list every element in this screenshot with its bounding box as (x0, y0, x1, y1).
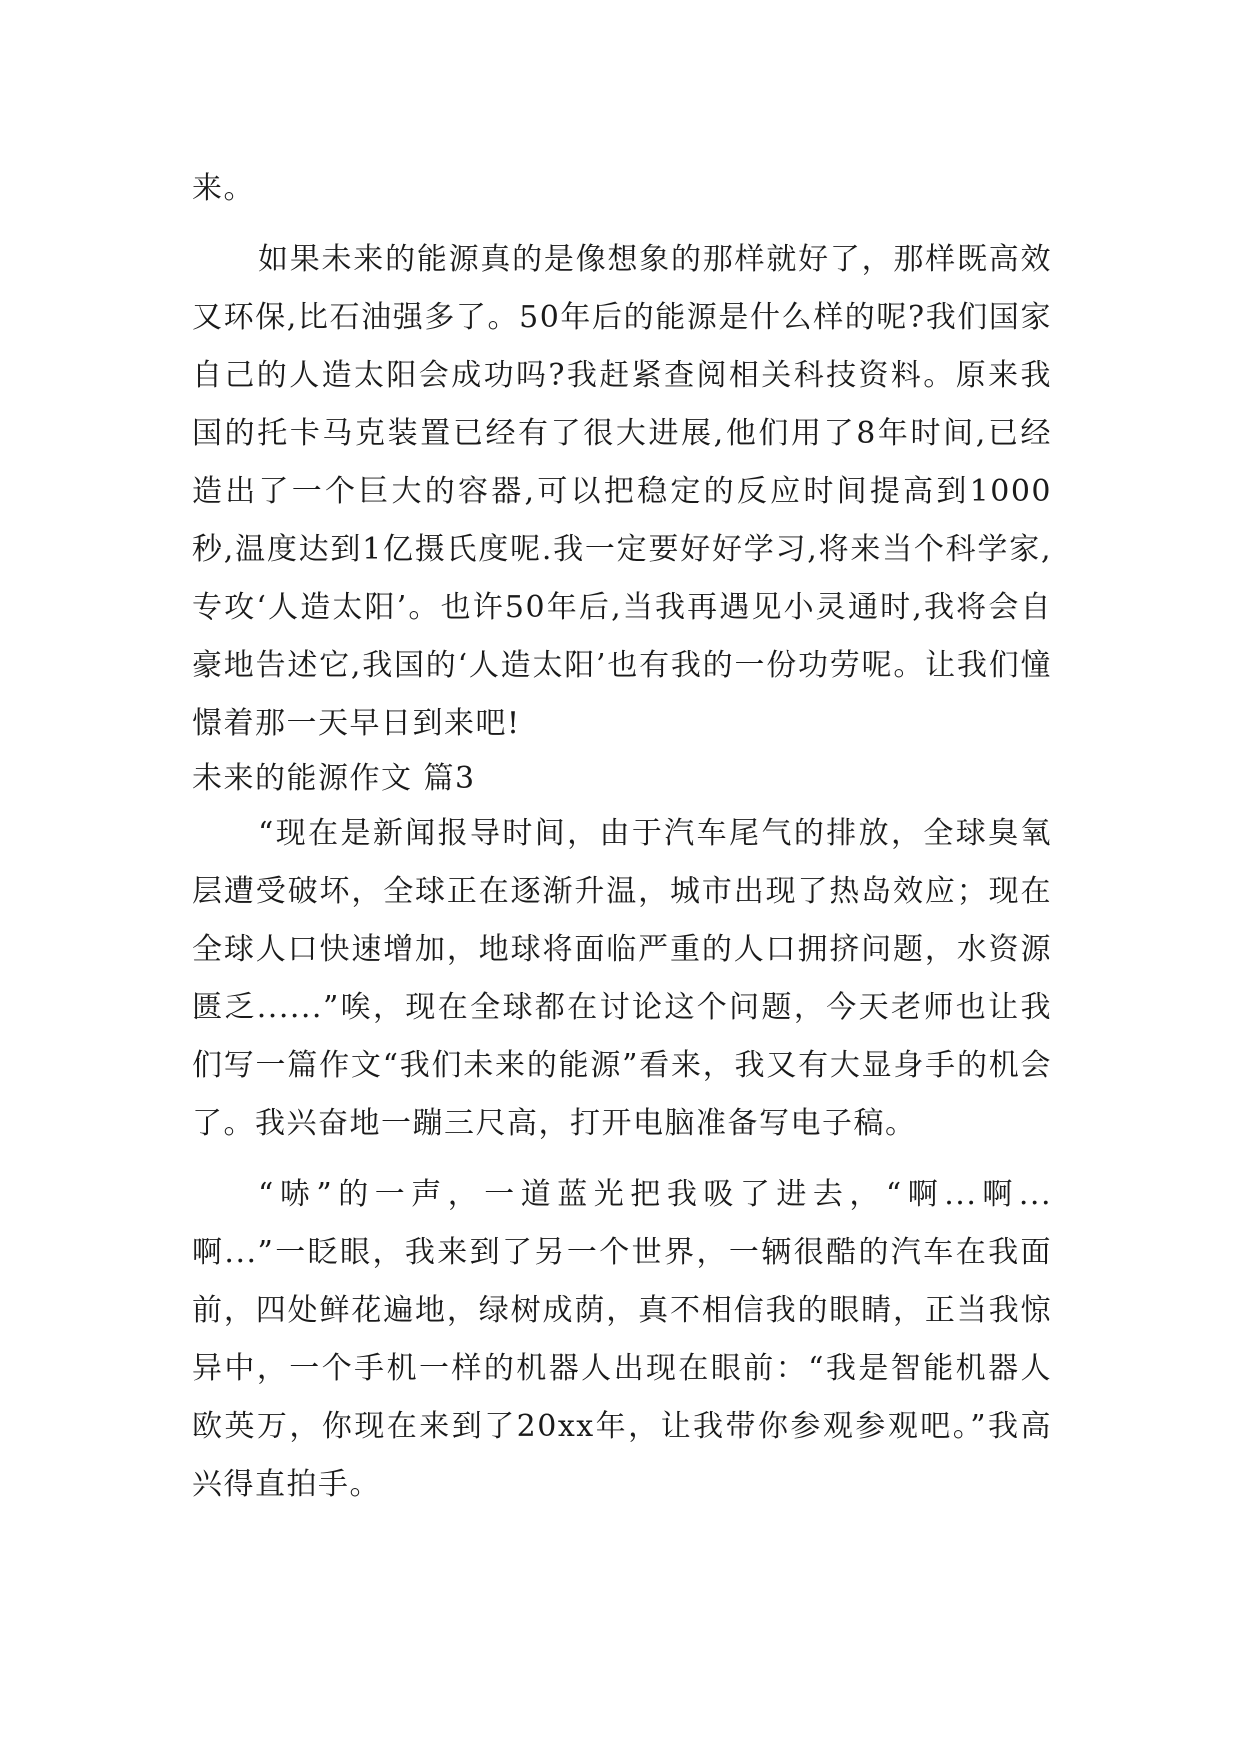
paragraph-news-report: “现在是新闻报导时间，由于汽车尾气的排放，全球臭氧层遭受破坏，全球正在逐渐升温，城市出现了热岛效应；现在全球人口快速增加，地球将面临严重的人口拥挤问题，水资源匮乏......”唉，现在全球都在讨论这个问题，今天老师也让我们写一篇作文“我们未来的能源”看来，我又有大显身手的机会了。我兴奋地一蹦三尺高，打开电脑准备写电子稿。 (192, 816, 1052, 1141)
document-page (192, 160, 1052, 1514)
paragraph-continuation: 来。 (192, 171, 255, 206)
paragraph-artificial-sun: 如果未来的能源真的是像想象的那样就好了，那样既高效又环保,比石油强多了。50年后的能源是什么样的呢?我们国家自己的人造太阳会成功吗?我赶紧查阅相关科技资料。原来我国的托卡马克装置已经有了很大进展,他们用了8年时间,已经造出了一个巨大的容器,可以把稳定的反应时间提高到1000秒,温度达到1亿摄氏度呢.我一定要好好学习,将来当个科学家,专攻‘人造太阳’。也许50年后,当我再遇见小灵通时,我将会自豪地告述它,我国的‘人造太阳’也有我的一份功劳呢。让我们憧憬着那一天早日到来吧! (192, 242, 1052, 741)
paragraph-blue-light: “哧”的一声，一道蓝光把我吸了进去，“啊...啊...啊...”一眨眼，我来到了另一个世界，一辆很酷的汽车在我面前，四处鲜花遍地，绿树成荫，真不相信我的眼睛，正当我惊异中，一个手机一样的机器人出现在眼前：“我是智能机器人欧英万，你现在来到了20xx年，让我带你参观参观吧。”我高兴得直拍手。 (192, 1177, 1052, 1502)
section-title: 未来的能源作文 篇3 (192, 761, 476, 796)
